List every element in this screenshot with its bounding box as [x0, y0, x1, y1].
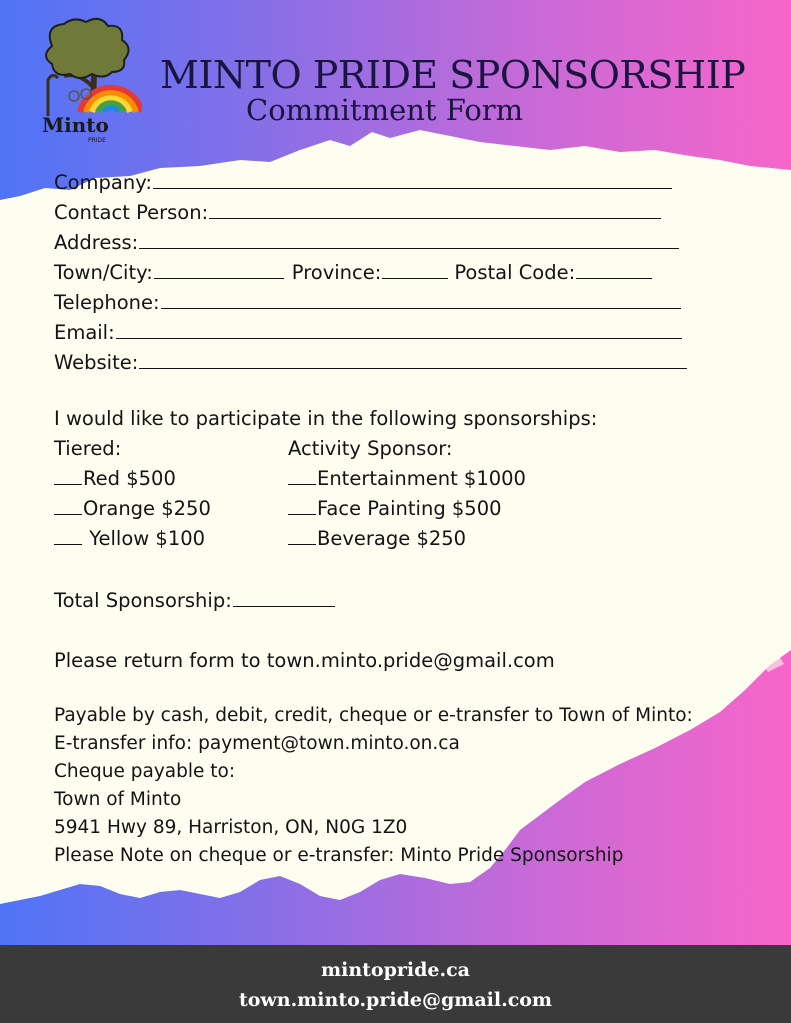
tier-yellow-checkbox[interactable] — [54, 524, 82, 545]
payment-info — [54, 702, 693, 870]
contact-row — [54, 198, 754, 228]
tier-red-checkbox[interactable] — [54, 464, 82, 485]
logo-subtext: PRIDE — [88, 137, 106, 144]
payee-name: Town of Minto — [54, 789, 182, 810]
email-field[interactable] — [116, 318, 682, 339]
total-sponsorship-row — [54, 586, 335, 616]
contact-person-field[interactable] — [209, 198, 661, 219]
website-row — [54, 348, 754, 378]
tier-red-label: Red $500 — [83, 467, 176, 490]
postal-code-field[interactable] — [576, 258, 652, 279]
tier-orange-option[interactable] — [54, 494, 288, 524]
telephone-field[interactable] — [161, 288, 681, 309]
province-label: Province: — [291, 261, 382, 284]
payment-methods: Payable by cash, debit, credit, cheque or e-transfer to Town of Minto: — [54, 705, 693, 726]
contact-person-label: Contact Person: — [54, 201, 209, 224]
footer-website[interactable]: mintopride.ca — [321, 959, 470, 981]
sponsorship-intro: I would like to participate in the following sponsorships: — [54, 407, 598, 430]
activity-entertainment-option[interactable] — [288, 464, 526, 494]
total-sponsorship-field[interactable] — [233, 586, 335, 607]
tier-red-option[interactable] — [54, 464, 288, 494]
email-label: Email: — [54, 321, 115, 344]
tier-orange-label: Orange $250 — [83, 497, 211, 520]
sponsorship-columns — [54, 434, 597, 554]
website-field[interactable] — [139, 348, 687, 369]
tiered-heading: Tiered: — [54, 437, 122, 460]
tiered-column — [54, 434, 288, 554]
sponsorship-section — [54, 404, 597, 554]
telephone-label: Telephone: — [54, 291, 160, 314]
return-instructions: Please return form to town.minto.pride@gmail.com — [54, 649, 555, 672]
activity-beverage-checkbox[interactable] — [288, 524, 316, 545]
activity-beverage-label: Beverage $250 — [317, 527, 467, 550]
tier-yellow-label: Yellow $100 — [83, 527, 206, 550]
tier-orange-checkbox[interactable] — [54, 494, 82, 515]
activity-column — [288, 434, 526, 554]
company-row — [54, 168, 754, 198]
town-field[interactable] — [154, 258, 284, 279]
town-row — [54, 258, 754, 288]
contact-form — [54, 168, 754, 378]
company-field[interactable] — [153, 168, 672, 189]
activity-heading: Activity Sponsor: — [288, 437, 453, 460]
page-subtitle: Commitment Form — [246, 93, 524, 127]
footer-email[interactable]: town.minto.pride@gmail.com — [238, 989, 553, 1011]
activity-entertainment-checkbox[interactable] — [288, 464, 316, 485]
activity-face-painting-label: Face Painting $500 — [317, 497, 502, 520]
province-field[interactable] — [382, 258, 448, 279]
activity-beverage-option[interactable] — [288, 524, 526, 554]
telephone-row — [54, 288, 754, 318]
etransfer-info: E-transfer info: payment@town.minto.on.ca — [54, 733, 460, 754]
cheque-payable-label: Cheque payable to: — [54, 761, 236, 782]
website-label: Website: — [54, 351, 139, 374]
address-label: Address: — [54, 231, 139, 254]
total-sponsorship-label: Total Sponsorship: — [54, 589, 232, 612]
payment-note: Please Note on cheque or e-transfer: Minto Pride Sponsorship — [54, 845, 624, 866]
tier-yellow-option[interactable] — [54, 524, 288, 554]
activity-entertainment-label: Entertainment $1000 — [317, 467, 526, 490]
postal-code-label: Postal Code: — [454, 261, 576, 284]
address-field[interactable] — [139, 228, 679, 249]
company-label: Company: — [54, 171, 152, 194]
town-label: Town/City: — [54, 261, 153, 284]
activity-face-painting-option[interactable] — [288, 494, 526, 524]
footer — [0, 945, 791, 1023]
logo-text: Minto — [42, 113, 109, 137]
payee-address: 5941 Hwy 89, Harriston, ON, N0G 1Z0 — [54, 817, 408, 838]
page-title: MINTO PRIDE SPONSORSHIP — [160, 53, 746, 97]
activity-face-painting-checkbox[interactable] — [288, 494, 316, 515]
address-row — [54, 228, 754, 258]
email-row — [54, 318, 754, 348]
minto-pride-logo — [34, 16, 142, 144]
